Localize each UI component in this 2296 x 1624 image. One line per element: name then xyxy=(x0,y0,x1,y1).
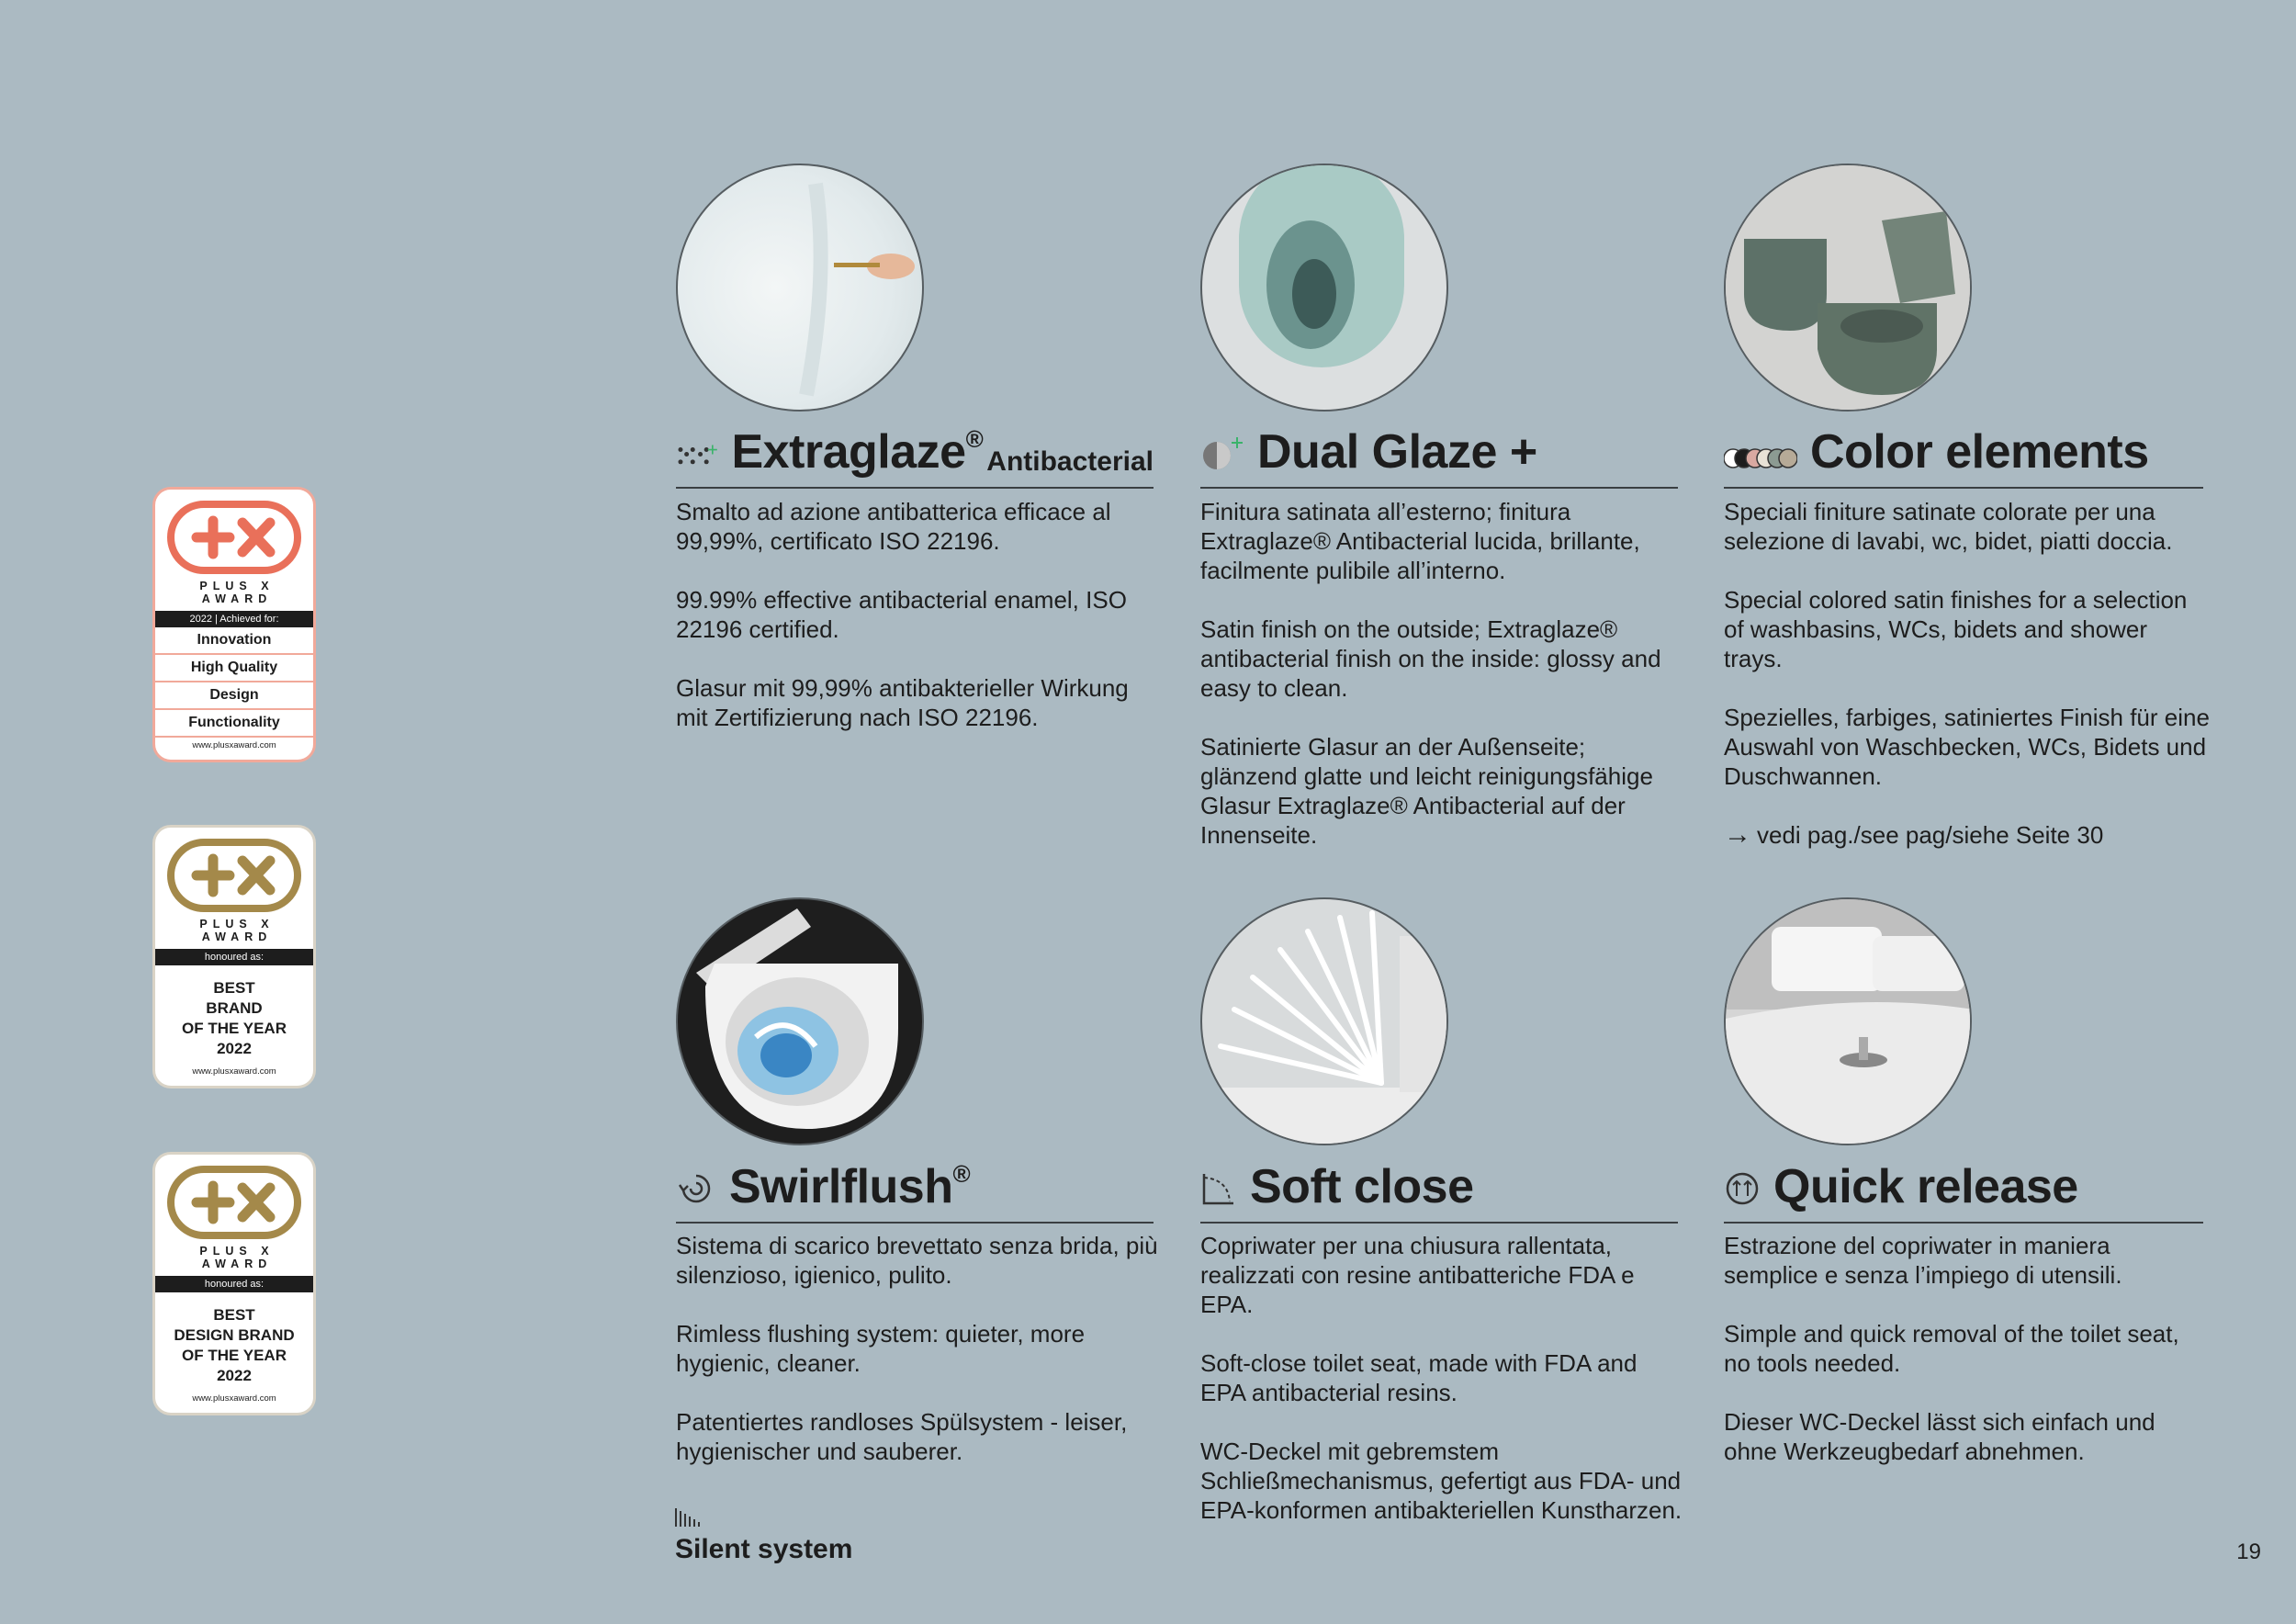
award-honour-line: BEST xyxy=(213,979,255,997)
award-row: Innovation xyxy=(155,627,313,655)
dual-glaze-photo xyxy=(1200,164,1448,412)
sound-bars-icon xyxy=(675,1508,703,1527)
paragraph-en: Satin finish on the outside; Extraglaze® antibacterial finish on the inside: glossy and easy to clean. xyxy=(1200,615,1661,702)
award-url: www.plusxaward.com xyxy=(192,740,276,750)
plus-x-logo-icon xyxy=(167,1166,301,1239)
award-honour-line: DESIGN BRAND xyxy=(174,1326,295,1344)
plus-x-logo-icon xyxy=(167,839,301,912)
award-strip: honoured as: xyxy=(155,949,313,965)
paragraph-it: Estrazione del copriwater in maniera semplice e senza l’impiego di utensili. xyxy=(1724,1232,2122,1289)
quick-release-icon xyxy=(1724,1170,1761,1207)
extraglaze-icon xyxy=(676,441,718,472)
feature-title: Extraglaze® xyxy=(731,425,984,479)
award-brand: PLUS X AWARD xyxy=(199,580,275,605)
soft-close-fan-illustration xyxy=(1202,899,1448,1145)
award-honour xyxy=(155,978,313,1059)
paragraph-it: Finitura satinata all’esterno; finitura Extraglaze® Antibacterial lucida, brillante, facilmente pulibile all’interno. xyxy=(1200,498,1640,584)
page-reference-label: vedi pag./see pag/siehe Seite 30 xyxy=(1757,821,2104,849)
feature-heading-dual-glaze xyxy=(1200,425,1678,489)
feature-text-swirlflush xyxy=(676,1231,1163,1495)
feature-heading-extraglaze xyxy=(676,425,1154,489)
page-reference-link[interactable] xyxy=(1724,820,2211,850)
feature-heading-swirlflush xyxy=(676,1160,1154,1224)
feature-title: Color elements xyxy=(1810,425,2149,479)
award-brand: PLUS X AWARD xyxy=(199,918,275,943)
swirlflush-photo xyxy=(676,897,924,1145)
award-url: www.plusxaward.com xyxy=(192,1066,276,1077)
feature-title: Swirlflush® xyxy=(729,1160,971,1213)
feature-subtitle: Antibacterial xyxy=(986,446,1154,477)
award-url: www.plusxaward.com xyxy=(192,1393,276,1404)
award-honour-line: OF THE YEAR xyxy=(182,1020,287,1037)
arrow-right-icon: → xyxy=(1724,819,1751,850)
paragraph-de: Patentiertes randloses Spülsystem - leiser, hygienischer und sauberer. xyxy=(676,1408,1128,1465)
paragraph-it: Smalto ad azione antibatterica efficace al 99,99%, certificato ISO 22196. xyxy=(676,498,1111,555)
award-strip: honoured as: xyxy=(155,1276,313,1292)
page-number: 19 xyxy=(2236,1539,2261,1564)
award-brand: PLUS X AWARD xyxy=(199,1245,275,1270)
color-swatches-icon xyxy=(1724,445,1797,472)
feature-title: Soft close xyxy=(1250,1160,1474,1213)
feature-text-soft-close xyxy=(1200,1231,1687,1554)
paragraph-de: Glasur mit 99,99% antibakterieller Wirkung mit Zertifizierung nach ISO 22196. xyxy=(676,674,1129,731)
paragraph-it: Copriwater per una chiusura rallentata, realizzati con resine antibatteriche FDA e EPA. xyxy=(1200,1232,1635,1318)
paragraph-it: Sistema di scarico brevettato senza brida, più silenzioso, igienico, pulito. xyxy=(676,1232,1158,1289)
award-row: High Quality xyxy=(155,655,313,682)
feature-heading-color-elements xyxy=(1724,425,2203,489)
soft-close-photo xyxy=(1200,897,1448,1145)
award-strip: 2022 | Achieved for: xyxy=(155,611,313,627)
paragraph-de: Spezielles, farbiges, satiniertes Finish für eine Auswahl von Waschbecken, WCs, Bidets und Duschwannen. xyxy=(1724,704,2210,790)
plus-x-award-badge-achieved xyxy=(152,487,316,762)
feature-text-dual-glaze xyxy=(1200,497,1687,879)
paragraph-en: 99.99% effective antibacterial enamel, ISO 22196 certified. xyxy=(676,586,1127,643)
feature-text-quick-release xyxy=(1724,1231,2211,1495)
extraglaze-photo xyxy=(676,164,924,412)
award-honour-line: 2022 xyxy=(217,1367,252,1384)
color-elements-photo xyxy=(1724,164,1972,412)
paragraph-de: Satinierte Glasur an der Außenseite; glänzend glatte und leicht reinigungsfähige Glasur Extraglaze® Antibacterial auf der Innenseite. xyxy=(1200,733,1653,849)
award-honour-line: 2022 xyxy=(217,1040,252,1057)
silent-system-label: Silent system xyxy=(675,1534,853,1564)
feature-title: Quick release xyxy=(1773,1160,2078,1213)
award-row: Design xyxy=(155,682,313,710)
feature-text-extraglaze xyxy=(676,497,1163,761)
award-honour-line: BRAND xyxy=(206,999,263,1017)
dual-glaze-icon xyxy=(1200,435,1244,472)
feature-text-color-elements xyxy=(1724,497,2211,850)
soft-close-icon xyxy=(1200,1170,1237,1207)
feature-heading-quick-release xyxy=(1724,1160,2203,1224)
paragraph-de: Dieser WC-Deckel lässt sich einfach und ohne Werkzeugbedarf abnehmen. xyxy=(1724,1408,2155,1465)
swirl-icon xyxy=(676,1170,716,1207)
paragraph-en: Soft-close toilet seat, made with FDA and EPA antibacterial resins. xyxy=(1200,1349,1638,1406)
paragraph-it: Speciali finiture satinate colorate per una selezione di lavabi, wc, bidet, piatti doccia. xyxy=(1724,498,2173,555)
plus-x-logo-icon xyxy=(167,501,301,574)
award-honour-line: OF THE YEAR xyxy=(182,1347,287,1364)
award-honour xyxy=(155,1305,313,1386)
plus-x-award-badge-best-brand xyxy=(152,825,316,1088)
paragraph-en: Rimless flushing system: quieter, more hygienic, cleaner. xyxy=(676,1320,1086,1377)
paragraph-en: Special colored satin finishes for a selection of washbasins, WCs, bidets and shower trays. xyxy=(1724,586,2188,672)
paragraph-de: WC-Deckel mit gebremstem Schließmechanismus, gefertigt aus FDA- und EPA-konformen antibakteriellen Kunstharzen. xyxy=(1200,1438,1683,1524)
award-row: Functionality xyxy=(155,710,313,738)
plus-x-award-badge-best-design-brand xyxy=(152,1152,316,1415)
feature-title: Dual Glaze + xyxy=(1257,425,1537,479)
award-honour-line: BEST xyxy=(213,1306,255,1324)
quick-release-photo xyxy=(1724,897,1972,1145)
feature-heading-soft-close xyxy=(1200,1160,1678,1224)
paragraph-en: Simple and quick removal of the toilet seat, no tools needed. xyxy=(1724,1320,2179,1377)
